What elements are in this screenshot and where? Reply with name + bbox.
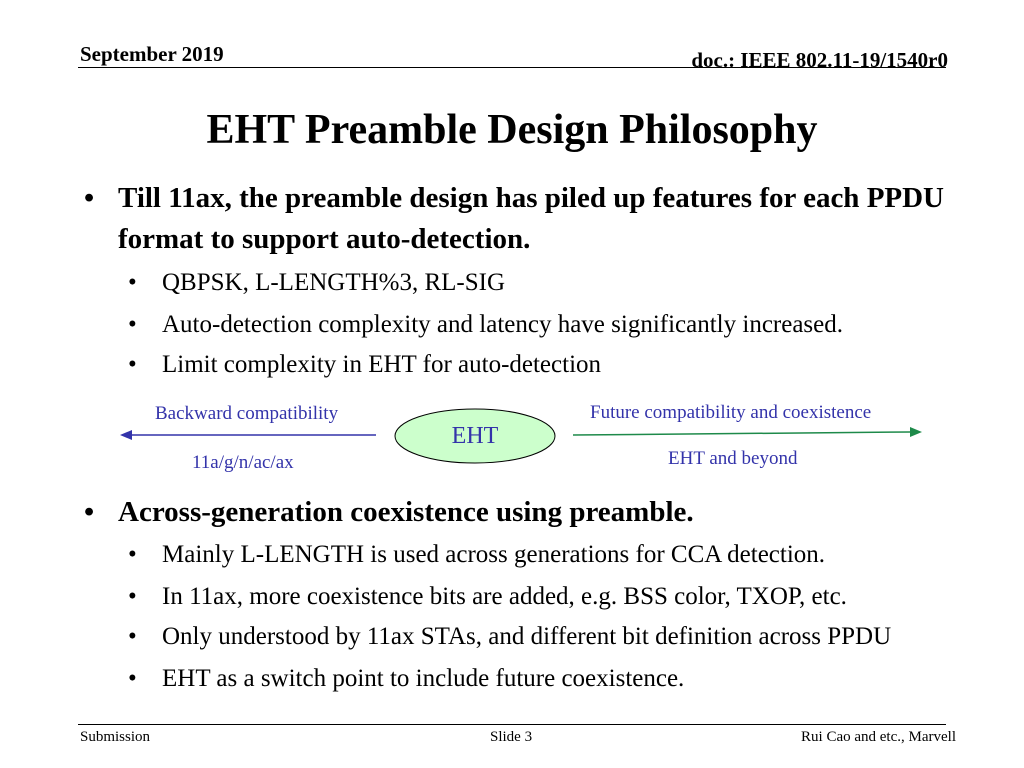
bullet-dot: • — [84, 496, 95, 528]
sub-bullet-text: EHT as a switch point to include future coexistence. — [162, 665, 685, 692]
bullet-text: Till 11ax, the preamble design has piled up features for each PPDU format to support auto-detection. — [118, 182, 945, 255]
bullet-dot: • — [128, 311, 137, 338]
sub-bullet-text: Auto-detection complexity and latency have significantly increased. — [162, 311, 844, 338]
sub-bullet — [0, 622, 1024, 652]
sub-bullet — [0, 664, 1024, 694]
sub-bullet-text: Mainly L-LENGTH is used across generations for CCA detection. — [162, 541, 826, 568]
header-date: September 2019 — [80, 42, 224, 66]
future-compat-label: Future compatibility and coexistence — [590, 402, 872, 423]
bullet-dot: • — [84, 182, 95, 214]
footer-author: Rui Cao and etc., Marvell — [801, 729, 956, 745]
bullet-section-2 — [0, 492, 1024, 533]
sub-bullet — [0, 310, 1024, 340]
bullet-dot: • — [128, 623, 137, 650]
bullet-dot: • — [128, 541, 137, 568]
bullet-dot: • — [128, 351, 137, 378]
bullet-section-1 — [0, 178, 1024, 262]
footer-rule — [78, 724, 946, 725]
backward-arrow-head — [120, 430, 132, 440]
sub-bullet-text: Limit complexity in EHT for auto-detection — [162, 351, 602, 378]
header-doc-id: doc.: IEEE 802.11-19/1540r0 — [691, 48, 948, 72]
backward-compat-label: Backward compatibility — [155, 403, 339, 424]
header-rule — [78, 67, 946, 68]
sub-bullet — [0, 350, 1024, 380]
legacy-generations-label: 11a/g/n/ac/ax — [192, 452, 294, 473]
bullet-dot: • — [128, 665, 137, 692]
slide-title: EHT Preamble Design Philosophy — [206, 107, 818, 153]
eht-ellipse-label: EHT — [451, 423, 499, 449]
forward-arrow-line — [573, 432, 910, 435]
bullet-dot: • — [128, 269, 137, 296]
forward-arrow-head — [910, 427, 922, 437]
sub-bullet — [0, 582, 1024, 612]
footer-submission: Submission — [80, 729, 151, 745]
bullet-dot: • — [128, 583, 137, 610]
sub-bullet-text: In 11ax, more coexistence bits are added, e.g. BSS color, TXOP, etc. — [162, 583, 847, 610]
footer-slide-number: Slide 3 — [490, 729, 533, 745]
sub-bullet — [0, 540, 1024, 570]
sub-bullet-text: QBPSK, L-LENGTH%3, RL-SIG — [162, 269, 506, 296]
bullet-text: Across-generation coexistence using preamble. — [118, 496, 694, 528]
sub-bullet-text: Only understood by 11ax STAs, and different bit definition across PPDU — [162, 623, 892, 650]
sub-bullet — [0, 268, 1024, 298]
eht-beyond-label: EHT and beyond — [668, 448, 798, 469]
